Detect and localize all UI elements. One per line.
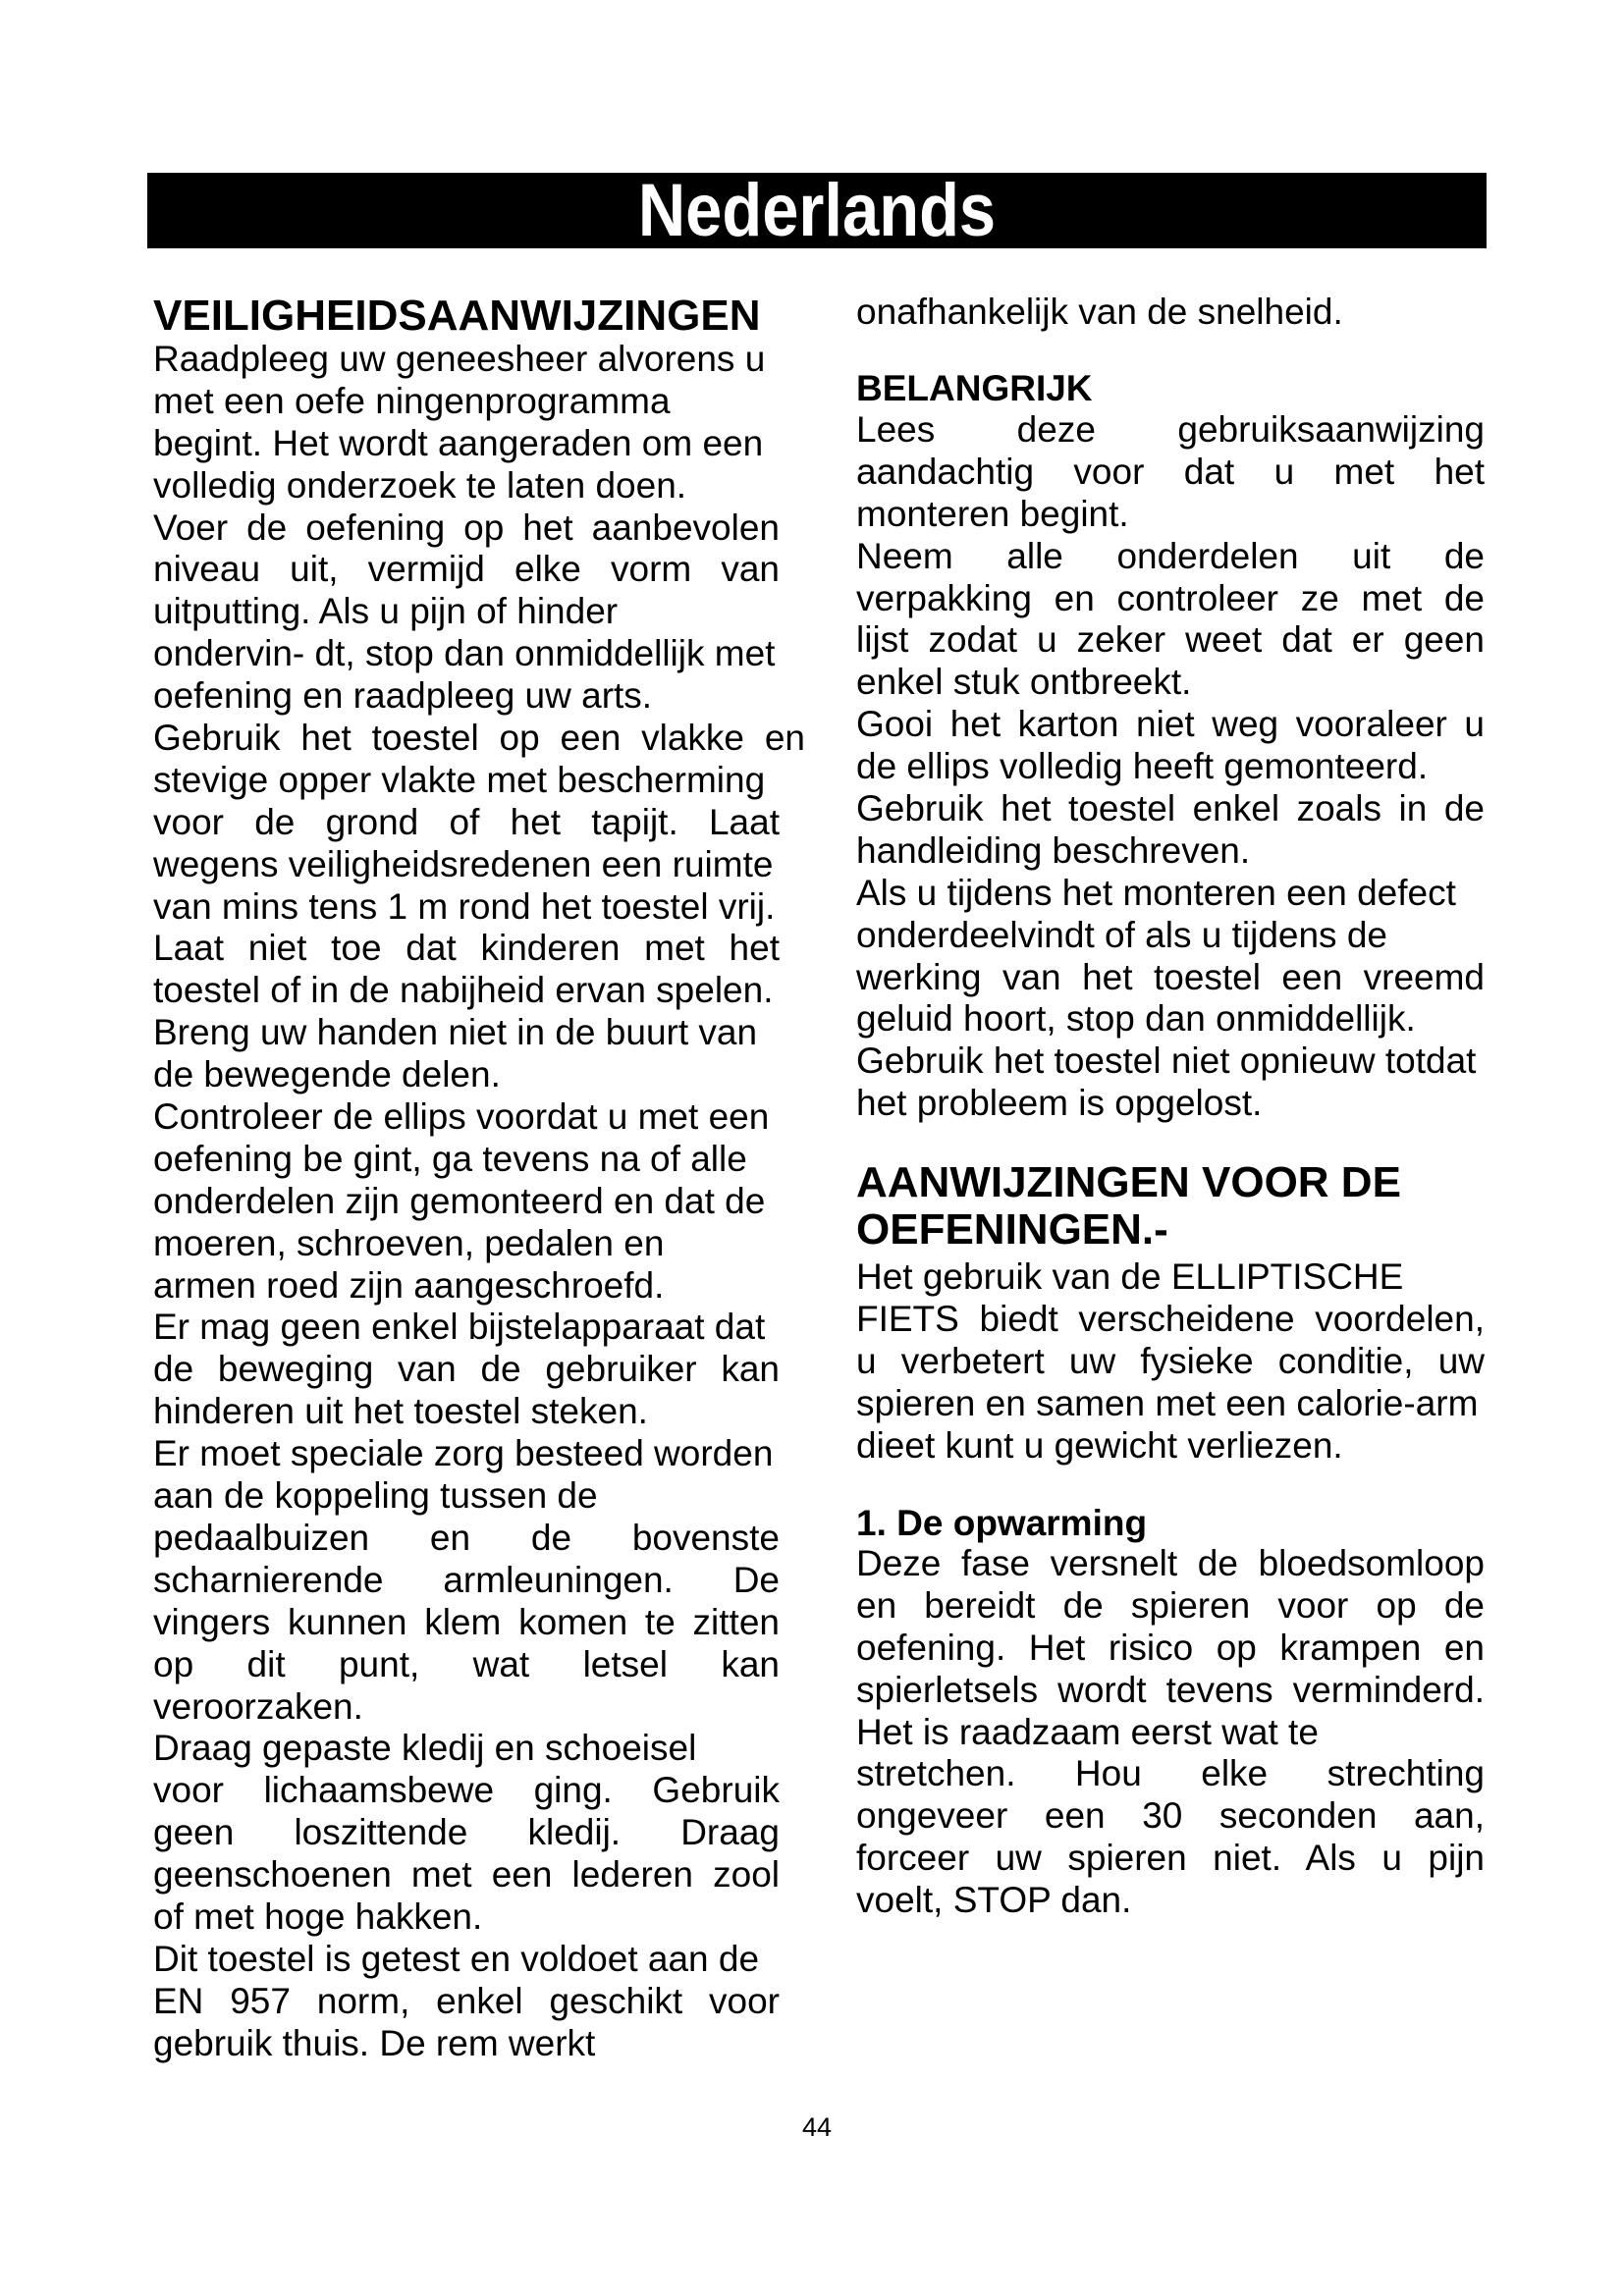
safety-text-line: ondervin- dt, stop dan onmiddellijk met bbox=[153, 633, 776, 674]
safety-text-line: scharnierende armleuningen. De bbox=[153, 1559, 780, 1600]
exercise-heading bbox=[856, 1159, 1485, 1254]
exercise-heading-line: OEFENINGEN.- bbox=[856, 1205, 1168, 1254]
warmup-text-line: Deze fase versnelt de bloedsomloop bbox=[856, 1543, 1485, 1583]
important-text-line: verpakking en controleer ze met de bbox=[856, 577, 1485, 618]
safety-text bbox=[153, 339, 805, 2065]
important-text-line: Gebruik het toestel enkel zoals in de bbox=[856, 788, 1485, 829]
exercise-text-line: spieren en samen met een calorie-arm bbox=[856, 1382, 1479, 1423]
continued-text bbox=[856, 292, 1485, 334]
safety-text-line: Er mag geen enkel bijstelapparaat dat bbox=[153, 1307, 766, 1348]
safety-text-line: Dit toestel is getest en voldoet aan de bbox=[153, 1938, 760, 1979]
safety-text-line: veroorzaken. bbox=[153, 1685, 363, 1727]
safety-text-line: de beweging van de gebruiker kan bbox=[153, 1349, 780, 1390]
safety-text-line: voor lichaamsbewe ging. Gebruik bbox=[153, 1770, 780, 1811]
safety-text-line: vingers kunnen klem komen te zitten bbox=[153, 1601, 780, 1642]
safety-text-line: Draag gepaste kledij en schoeisel bbox=[153, 1728, 697, 1769]
safety-text-line: Laat niet toe dat kinderen met het bbox=[153, 928, 780, 969]
safety-text-line: geen loszittende kledij. Draag bbox=[153, 1812, 780, 1853]
safety-text-line: Gebruik het toestel op een vlakke en bbox=[153, 718, 805, 759]
safety-text-line: uitputting. Als u pijn of hinder bbox=[153, 591, 619, 632]
warmup-text bbox=[856, 1543, 1485, 1922]
safety-text-line: hinderen uit het toestel steken. bbox=[153, 1391, 648, 1432]
continued-text-line: onafhankelijk van de snelheid. bbox=[856, 292, 1343, 332]
safety-text-line: EN 957 norm, enkel geschikt voor bbox=[153, 1980, 780, 2021]
important-text-line: Lees deze gebruiksaanwijzing bbox=[856, 409, 1485, 450]
important-text-line: Gooi het karton niet weg vooraleer u bbox=[856, 704, 1485, 745]
exercise-text-line: u verbetert uw fysieke conditie, uw bbox=[856, 1340, 1485, 1381]
important-text-line: de ellips volledig heeft gemonteerd. bbox=[856, 746, 1429, 787]
safety-text-line: wegens veiligheidsredenen een ruimte bbox=[153, 843, 774, 884]
safety-text-line: op dit punt, wat letsel kan bbox=[153, 1643, 780, 1684]
important-text-line: het probleem is opgelost. bbox=[856, 1083, 1263, 1124]
warmup-text-line: stretchen. Hou elke strechting bbox=[856, 1753, 1485, 1794]
exercise-text-line: FIETS biedt verscheidene voordelen, bbox=[856, 1298, 1485, 1339]
important-text-line: monteren begint. bbox=[856, 493, 1129, 534]
safety-text-line: onderdelen zijn gemonteerd en dat de bbox=[153, 1180, 766, 1221]
safety-text-line: begint. Het wordt aangeraden om een bbox=[153, 422, 764, 463]
warmup-text-line: voelt, STOP dan. bbox=[856, 1880, 1132, 1921]
warmup-text-line: en bereidt de spieren voor op de bbox=[856, 1584, 1485, 1626]
important-text-line: Gebruik het toestel niet opnieuw totdat bbox=[856, 1041, 1477, 1082]
safety-text-line: Er moet speciale zorg besteed worden bbox=[153, 1433, 774, 1474]
safety-text-line: geenschoenen met een lederen zool bbox=[153, 1854, 780, 1896]
important-text-line: aandachtig voor dat u met het bbox=[856, 451, 1485, 492]
safety-text-line: aan de koppeling tussen de bbox=[153, 1475, 598, 1517]
warmup-text-line: oefening. Het risico op krampen en bbox=[856, 1627, 1485, 1668]
important-heading: BELANGRIJK bbox=[856, 368, 1093, 408]
safety-heading: VEILIGHEIDSAANWIJZINGEN bbox=[153, 292, 761, 340]
page-number: 44 bbox=[801, 2112, 833, 2142]
language-title: Nederlands bbox=[637, 173, 997, 248]
warmup-text-line: spierletsels wordt tevens verminderd. bbox=[856, 1669, 1485, 1710]
safety-text-line: of met hoge hakken. bbox=[153, 1896, 483, 1937]
safety-text-line: oefening en raadpleeg uw arts. bbox=[153, 675, 653, 717]
safety-text-line: gebruik thuis. De rem werkt bbox=[153, 2022, 596, 2063]
warmup-heading: 1. De opwarming bbox=[856, 1503, 1148, 1543]
important-text-line: handleiding beschreven. bbox=[856, 829, 1251, 871]
important-text-line: geluid hoort, stop dan onmiddellijk. bbox=[856, 998, 1416, 1040]
safety-text-line: stevige opper vlakte met bescherming bbox=[153, 759, 766, 800]
important-text bbox=[856, 409, 1485, 1125]
safety-text-line: armen roed zijn aangeschroefd. bbox=[153, 1264, 665, 1306]
safety-text-line: de bewegende delen. bbox=[153, 1054, 501, 1095]
important-text-line: Als u tijdens het monteren een defect bbox=[856, 872, 1456, 913]
safety-text-line: voor de grond of het tapijt. Laat bbox=[153, 801, 780, 842]
exercise-text-line: Het gebruik van de ELLIPTISCHE bbox=[856, 1256, 1404, 1297]
safety-text-line: toestel of in de nabijheid ervan spelen. bbox=[153, 970, 774, 1011]
exercise-heading-line: AANWIJZINGEN VOOR DE bbox=[856, 1158, 1401, 1206]
safety-text-line: Raadpleeg uw geneesheer alvorens u bbox=[153, 339, 766, 379]
important-text-line: Neem alle onderdelen uit de bbox=[856, 535, 1485, 576]
important-text-line: onderdeelvindt of als u tijdens de bbox=[856, 914, 1387, 955]
exercise-text-line: dieet kunt u gewicht verliezen. bbox=[856, 1424, 1343, 1466]
important-text-line: enkel stuk ontbreekt. bbox=[856, 662, 1192, 703]
important-text-line: werking van het toestel een vreemd bbox=[856, 956, 1485, 997]
warmup-text-line: ongeveer een 30 seconden aan, bbox=[856, 1795, 1485, 1837]
safety-text-line: volledig onderzoek te laten doen. bbox=[153, 464, 687, 506]
warmup-text-line: forceer uw spieren niet. Als u pijn bbox=[856, 1838, 1485, 1879]
safety-text-line: van mins tens 1 m rond het toestel vrij. bbox=[153, 885, 776, 927]
safety-text-line: niveau uit, vermijd elke vorm van bbox=[153, 549, 780, 590]
warmup-text-line: Het is raadzaam eerst wat te bbox=[856, 1711, 1319, 1752]
safety-text-line: Breng uw handen niet in de buurt van bbox=[153, 1012, 758, 1053]
important-text-line: lijst zodat u zeker weet dat er geen bbox=[856, 619, 1485, 661]
language-banner bbox=[147, 173, 1487, 248]
safety-text-line: moeren, schroeven, pedalen en bbox=[153, 1222, 665, 1263]
safety-text-line: oefening be gint, ga tevens na of alle bbox=[153, 1138, 747, 1179]
safety-text-line: met een oefe ningenprogramma bbox=[153, 380, 671, 421]
safety-text-line: pedaalbuizen en de bovenste bbox=[153, 1517, 780, 1558]
safety-text-line: Voer de oefening op het aanbevolen bbox=[153, 507, 780, 548]
safety-text-line: Controleer de ellips voordat u met een bbox=[153, 1096, 770, 1138]
exercise-text bbox=[856, 1256, 1485, 1467]
